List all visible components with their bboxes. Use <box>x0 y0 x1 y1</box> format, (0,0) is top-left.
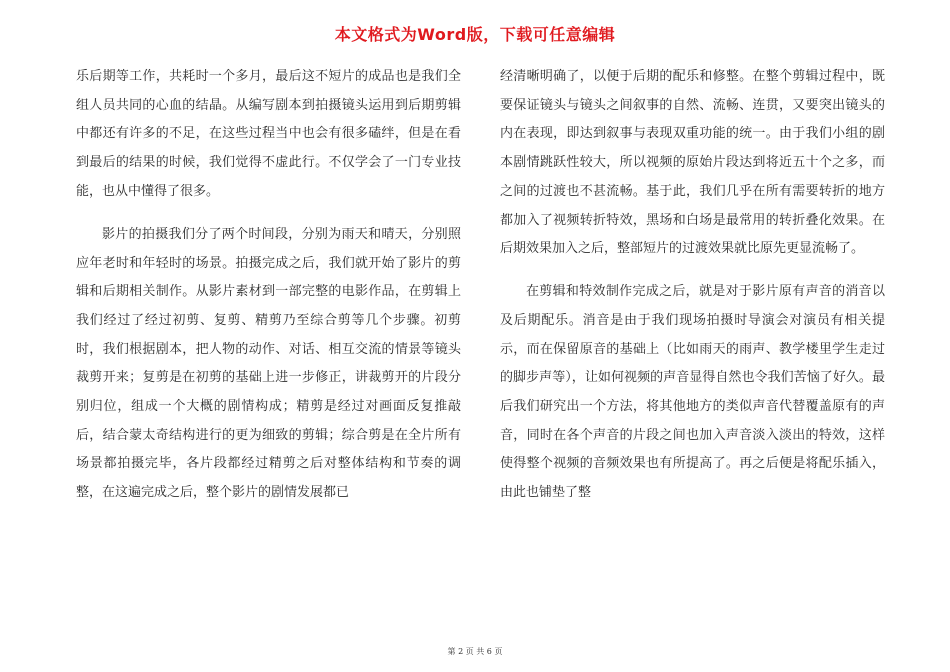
right-text-column <box>500 63 885 522</box>
page-number-footer: 第 2 页 共 6 页 <box>447 647 503 656</box>
paragraph: 在剪辑和特效制作完成之后，就是对于影片原有声音的消音以及后期配乐。消音是由于我们现场拍摄时导演会对演员有相关提示，而在保留原音的基础上（比如雨天的雨声、教学楼里学生走过的脚步声等），让如何视频的声音显得自然也令我们苦恼了好久。最后我们研究出一个方法，将其他地方的类似声音代替覆盖原有的声音，同时在各个声音的片段之间也加入声音淡入淡出的特效，这样使得整个视频的音频效果也有所提高了。再之后便是将配乐插入，由此也铺垫了整 <box>500 284 885 501</box>
paragraph: 影片的拍摄我们分了两个时间段，分别为雨天和晴天，分别照应年老时和年轻时的场景。拍摄完成之后，我们就开始了影片的剪辑和后期相关制作。从影片素材到一部完整的电影作品，在剪辑上我们经过了经过初剪、复剪、精剪乃至综合剪等几个步骤。初剪时，我们根据剧本，把人物的动作、对话、相互交流的情景等镜头裁剪开来；复剪是在初剪的基础上进一步修正，讲裁剪开的片段分别归位，组成一个大概的剧情构成；精剪是经过对画面反复推敲后，结合蒙太奇结构进行的更为细致的剪辑；综合剪是在全片所有场景都拍摄完毕，各片段都经过精剪之后对整体结构和节奏的调整，在这遍完成之后，整个影片的剧情发展都已 <box>76 226 461 501</box>
paragraph: 经清晰明确了，以便于后期的配乐和修整。在整个剪辑过程中，既要保证镜头与镜头之间叙事的自然、流畅、连贯，又要突出镜头的内在表现，即达到叙事与表现双重功能的统一。由于我们小组的剧本剧情跳跃性较大，所以视频的原始片段达到将近五十个之多，而之间的过渡也不甚流畅。基于此，我们几乎在所有需要转折的地方都加入了视频转折特效，黑场和白场是最常用的转折叠化效果。在后期效果加入之后，整部短片的过渡效果就比原先更显流畅了。 <box>500 69 885 257</box>
word-format-banner: 本文格式为Word版，下载可任意编辑 <box>334 25 616 44</box>
left-text-column <box>76 63 461 522</box>
paragraph: 乐后期等工作，共耗时一个多月，最后这不短片的成品也是我们全组人员共同的心血的结晶。从编写剧本到拍摄镜头运用到后期剪辑中都还有许多的不足，在这些过程当中也会有很多磕绊，但是在看到最后的结果的时候，我们觉得不虚此行。不仅学会了一门专业技能，也从中懂得了很多。 <box>76 69 461 199</box>
